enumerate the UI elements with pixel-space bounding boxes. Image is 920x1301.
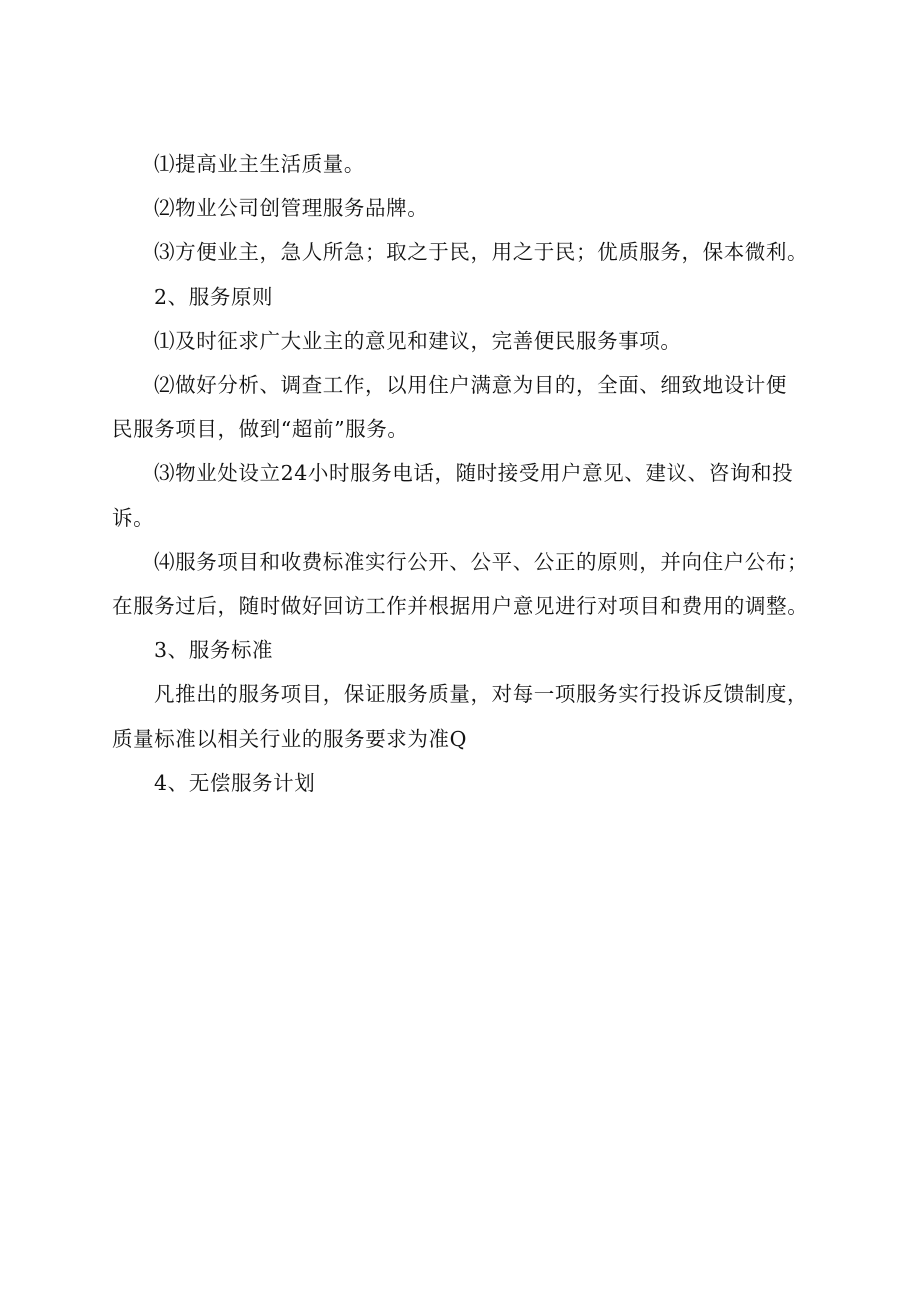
text-line: 4、无偿服务计划: [154, 770, 316, 795]
section-heading-service-principles: [112, 275, 834, 319]
text-line: 质量标准以相关行业的服务要求为准Q: [112, 726, 468, 751]
text-line: ⑵物业公司创管理服务品牌。: [154, 196, 429, 221]
document-body: [112, 142, 834, 805]
paragraph-standard: [112, 672, 834, 760]
text-line: 在服务过后，随时做好回访工作并根据用户意见进行对项目和费用的调整。: [112, 594, 809, 619]
text-line: ⑶方便业主，急人所急；取之于民，用之于民；优质服务，保本微利。: [154, 240, 809, 265]
text-line: 凡推出的服务项目，保证服务质量，对每一项服务实行投诉反馈制度，: [154, 682, 809, 707]
text-line: ⑴提高业主生活质量。: [154, 152, 365, 176]
text-line: 2、服务原则: [154, 284, 274, 309]
paragraph-goal-2: [112, 186, 834, 230]
section-heading-service-standards: [112, 628, 834, 672]
paragraph-principle-4: [112, 540, 834, 628]
paragraph-goal-1: [112, 142, 834, 186]
paragraph-goal-3: [112, 230, 834, 274]
section-heading-free-service-plan: [112, 761, 834, 805]
paragraph-principle-2: [112, 363, 834, 451]
text-line: ⑷服务项目和收费标准实行公开、公平、公正的原则，并向住户公布；: [154, 549, 809, 574]
text-line: ⑴及时征求广大业主的意见和建议，完善便民服务事项。: [154, 328, 682, 353]
text-line: 民服务项目，做到“超前”服务。: [112, 417, 409, 442]
paragraph-principle-3: [112, 451, 834, 539]
text-line: ⑵做好分析、调查工作，以用住户满意为目的，全面、细致地设计便: [154, 373, 787, 398]
paragraph-principle-1: [112, 319, 834, 363]
text-line: 3、服务标准: [154, 638, 274, 663]
text-line: ⑶物业处设立24小时服务电话，随时接受用户意见、建议、咨询和投: [154, 461, 794, 486]
text-line: 诉。: [112, 505, 155, 530]
